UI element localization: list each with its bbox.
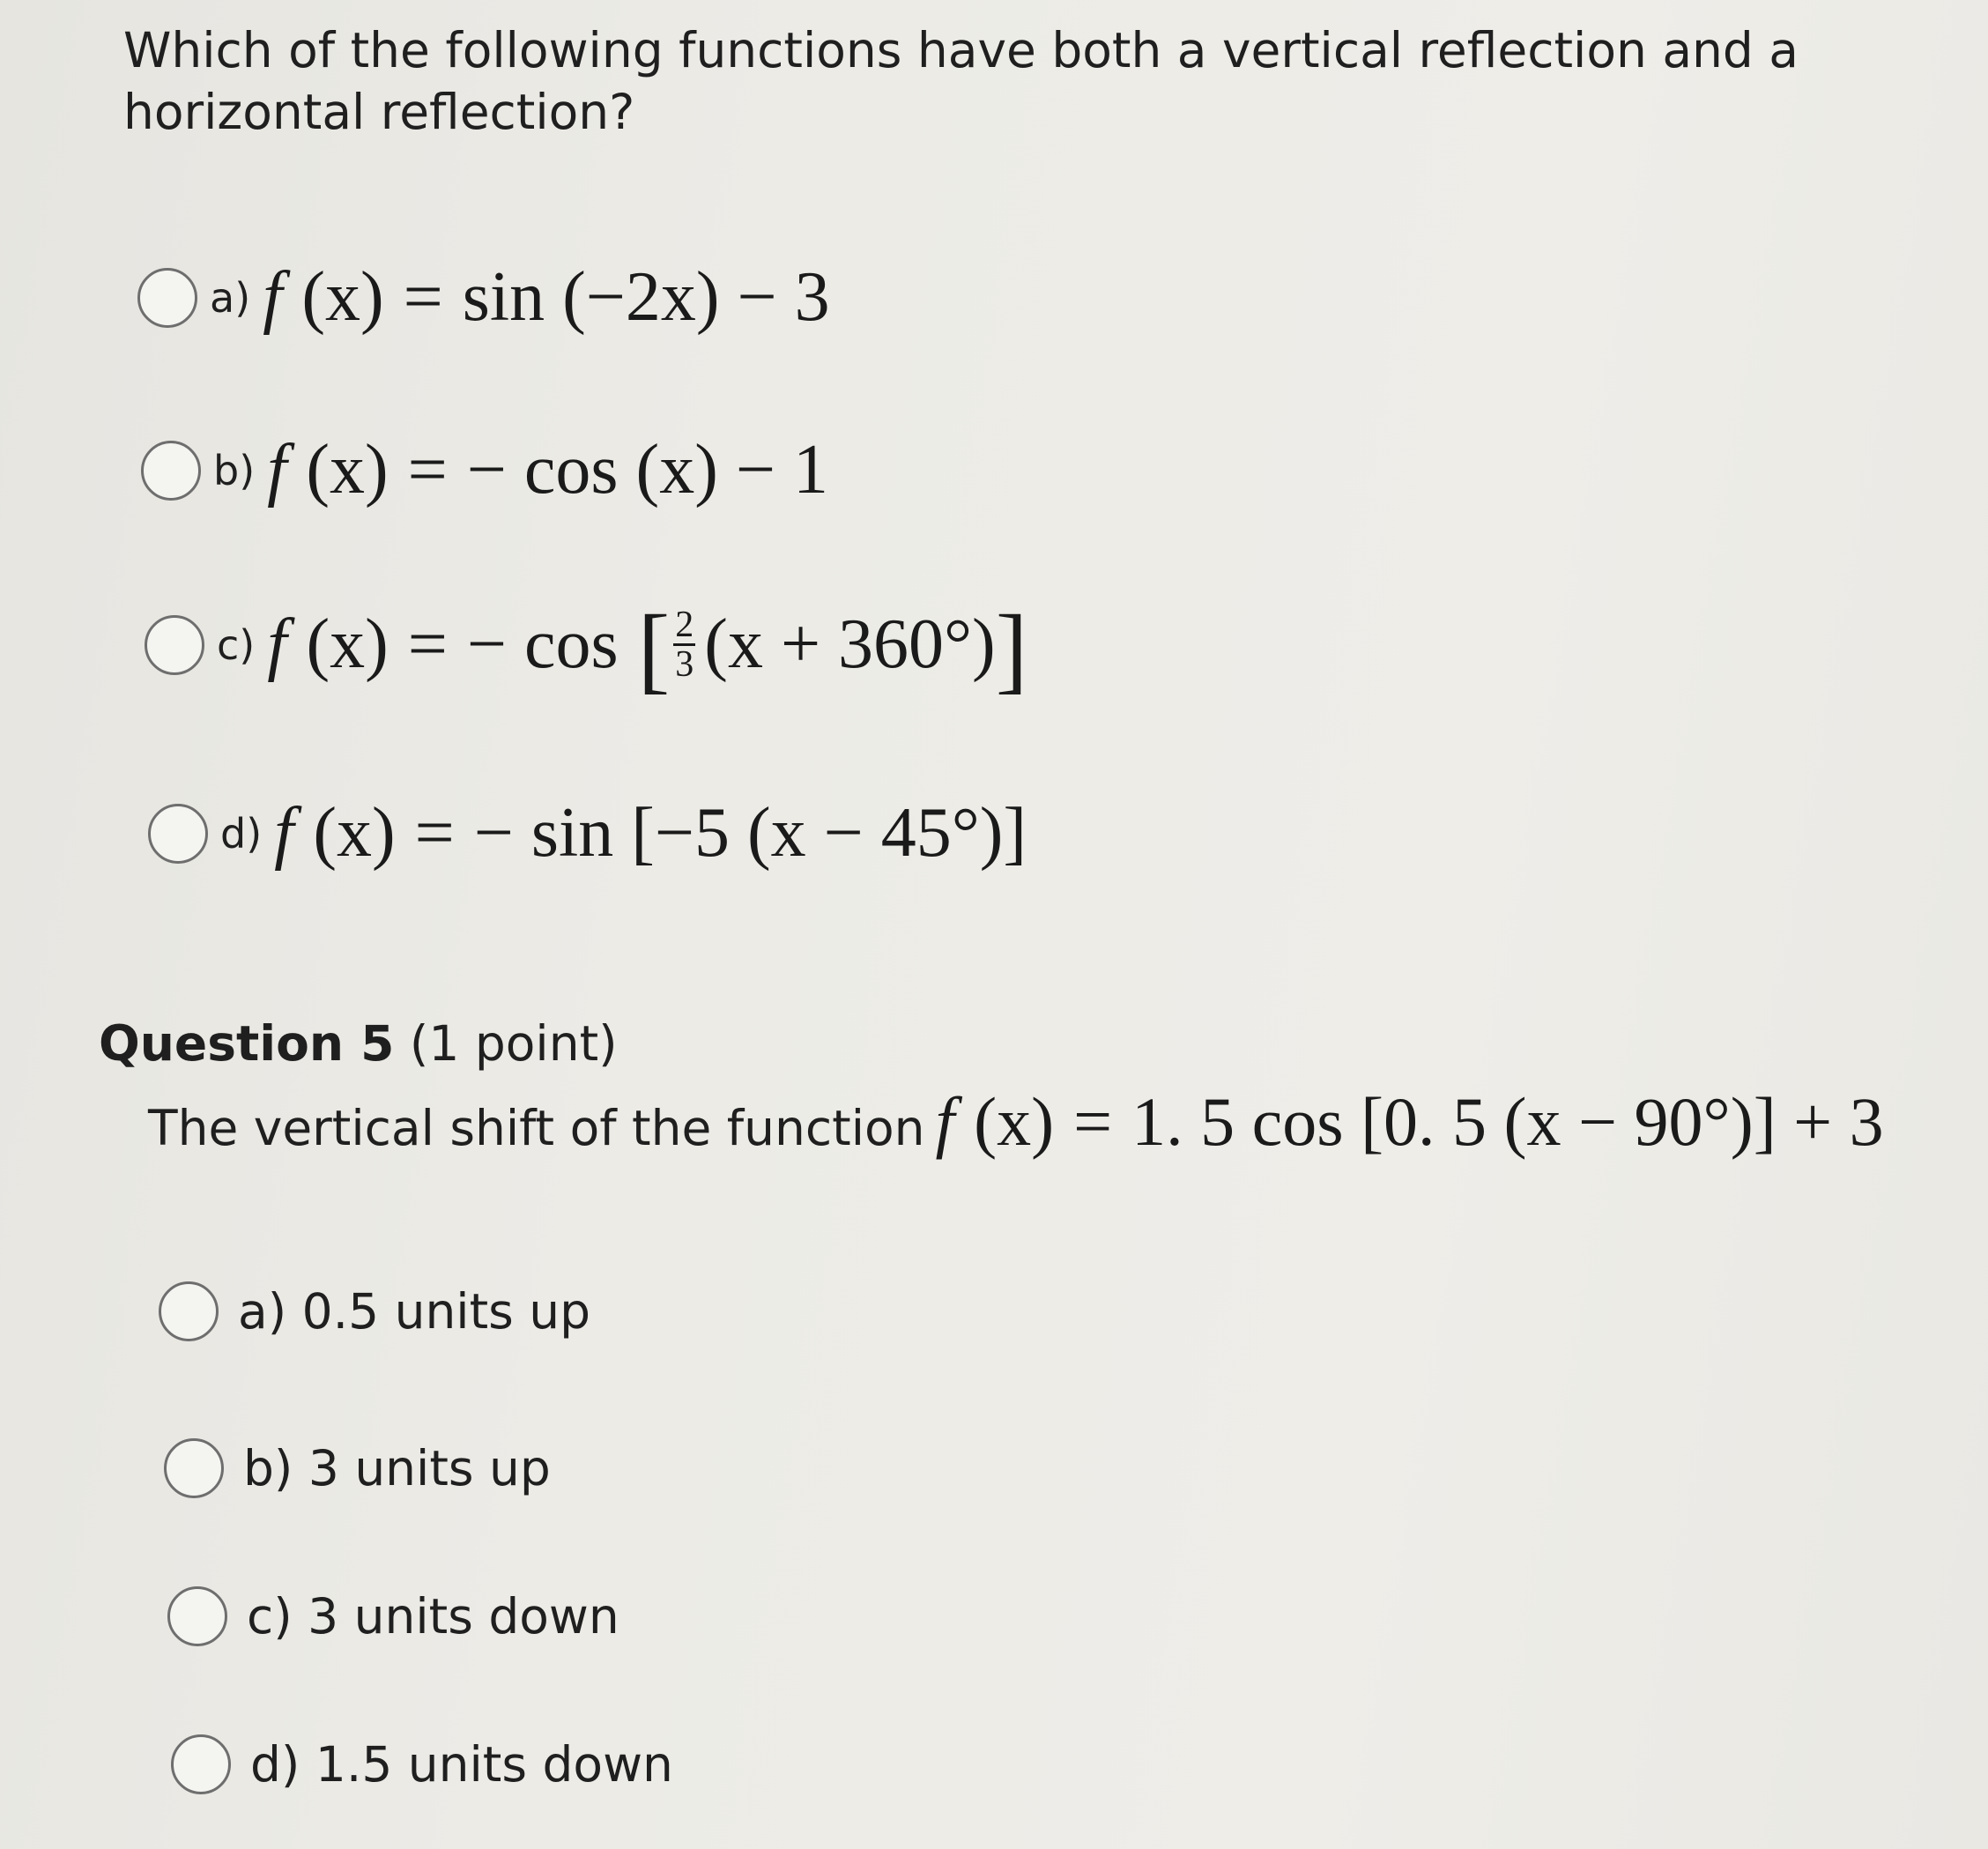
option-formula	[274, 793, 1027, 873]
function-argument: (x)	[306, 605, 389, 683]
formula-rhs: − sin [−5 (x − 45°)]	[473, 794, 1027, 872]
radio-button[interactable]	[171, 1734, 231, 1794]
option-label: c) 3 units down	[247, 1588, 619, 1645]
formula-rhs: sin (−2x) − 3	[462, 258, 830, 336]
question-4-prompt: Which of the following functions have both a vertical reflection and a horizontal reflection?	[123, 22, 1799, 140]
option-formula	[263, 257, 830, 338]
function-argument: (x)	[313, 794, 396, 872]
equals-sign: =	[407, 605, 448, 683]
question-points: (1 point)	[394, 1015, 618, 1072]
formula-func: − cos	[466, 605, 619, 683]
function-name: f	[267, 605, 287, 683]
q4-option-d[interactable]	[148, 793, 1027, 873]
q4-option-c[interactable]	[145, 594, 1028, 702]
equals-sign: =	[414, 794, 455, 872]
radio-button[interactable]	[145, 615, 204, 675]
equals-sign: =	[403, 258, 443, 336]
fraction-numerator: 2	[675, 605, 694, 645]
radio-button[interactable]	[137, 268, 197, 328]
radio-button[interactable]	[164, 1438, 224, 1498]
q5-option-a[interactable]	[159, 1281, 590, 1341]
function-name: f	[274, 794, 294, 872]
function-argument: (x)	[306, 431, 389, 509]
equals-sign: =	[407, 431, 448, 509]
option-label: d) 1.5 units down	[250, 1736, 673, 1793]
option-letter: c)	[217, 620, 256, 669]
question-5-prompt	[148, 1082, 1884, 1162]
option-letter: d)	[220, 809, 263, 858]
q4-option-b[interactable]	[141, 430, 828, 510]
option-letter: a)	[210, 273, 251, 322]
function-name: f	[935, 1083, 955, 1160]
function-name: f	[263, 258, 283, 336]
q5-option-d[interactable]	[171, 1734, 673, 1794]
q5-option-c[interactable]	[167, 1586, 619, 1646]
radio-button[interactable]	[141, 441, 201, 501]
fraction-denominator: 3	[675, 644, 694, 685]
radio-button[interactable]	[159, 1281, 219, 1341]
prompt-text: The vertical shift of the function	[148, 1100, 925, 1156]
function-argument: (x)	[301, 258, 384, 336]
equals-sign: =	[1073, 1083, 1113, 1160]
formula-rhs: − cos (x) − 1	[466, 431, 828, 509]
question-number: Question 5	[99, 1015, 395, 1072]
function-name: f	[267, 431, 287, 509]
formula-inner: (x + 360°)	[704, 605, 996, 683]
fraction	[673, 606, 695, 683]
option-label: b) 3 units up	[243, 1440, 551, 1496]
formula-rhs: 1. 5 cos [0. 5 (x − 90°)] + 3	[1131, 1083, 1884, 1160]
option-formula	[267, 430, 828, 510]
q4-option-a[interactable]	[137, 257, 830, 338]
option-formula	[267, 594, 1028, 702]
open-bracket: [	[637, 594, 671, 702]
close-bracket: ]	[995, 594, 1028, 702]
prompt-formula	[935, 1082, 1883, 1162]
radio-button[interactable]	[148, 804, 208, 864]
q5-option-b[interactable]	[164, 1438, 551, 1498]
radio-button[interactable]	[167, 1586, 227, 1646]
question-5-title	[99, 1015, 618, 1072]
function-argument: (x)	[974, 1083, 1055, 1160]
option-letter: b)	[213, 446, 256, 494]
option-label: a) 0.5 units up	[238, 1283, 591, 1340]
